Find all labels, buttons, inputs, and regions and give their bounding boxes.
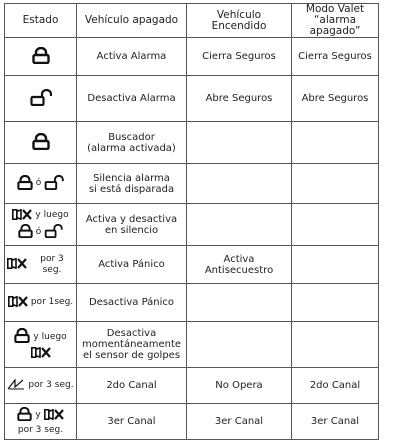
lock-icon [17, 407, 32, 424]
header-modo-valet-line1: Modo Valet [305, 3, 365, 15]
header-modo-valet [292, 4, 379, 38]
apagado-line: 2do Canal [106, 380, 157, 391]
apagado-line: si está disparada [88, 183, 175, 195]
mute-speaker-icon [31, 347, 51, 361]
valet-line: Abre Seguros [301, 93, 369, 104]
table-row [5, 404, 379, 440]
mute-speaker-icon [12, 209, 32, 223]
encendido-cell [187, 246, 292, 284]
duration-text: por 1seg. [30, 297, 74, 307]
apagado-cell [77, 76, 187, 122]
header-vehiculo-apagado: Vehículo apagado [77, 4, 187, 38]
apagado-line: Activa y desactiva [85, 213, 178, 225]
state-keys [7, 328, 74, 361]
state-cell [5, 404, 77, 440]
apagado-cell [77, 368, 187, 404]
encendido-cell [187, 76, 292, 122]
encendido-cell [187, 368, 292, 404]
duration-text: por 3 seg. [28, 380, 74, 390]
state-keys [7, 209, 74, 241]
apagado-line: Desactiva Pánico [88, 297, 175, 308]
lock-icon [14, 328, 30, 346]
header-row [5, 4, 379, 38]
lock-icon [17, 175, 33, 193]
state-cell [5, 284, 77, 322]
table-row [5, 38, 379, 76]
apagado-line: en silencio [104, 224, 159, 236]
state-cell [5, 246, 77, 284]
valet-cell [292, 246, 379, 284]
valet-cell [292, 284, 379, 322]
apagado-cell [77, 122, 187, 164]
state-keys [7, 379, 74, 393]
apagado-cell [77, 246, 187, 284]
valet-cell [292, 164, 379, 204]
apagado-cell [77, 38, 187, 76]
apagado-cell [77, 404, 187, 440]
encendido-line: Cierra Seguros [202, 51, 276, 62]
encendido-line: Activa Antisecuestro [204, 253, 274, 276]
state-keys [7, 296, 74, 310]
state-cell [5, 368, 77, 404]
header-estado: Estado [5, 4, 77, 38]
valet-cell [292, 204, 379, 246]
encendido-line: No Opera [215, 380, 263, 391]
state-keys [7, 407, 74, 436]
encendido-cell [187, 404, 292, 440]
and-text: y [35, 410, 41, 420]
aux-channel-icon [7, 379, 25, 393]
valet-cell [292, 368, 379, 404]
apagado-line: momentáneamente [81, 339, 182, 350]
apagado-cell [77, 164, 187, 204]
valet-line: Cierra Seguros [298, 51, 372, 62]
encendido-cell [187, 122, 292, 164]
apagado-cell [77, 322, 187, 368]
table-row [5, 322, 379, 368]
encendido-line: Abre Seguros [205, 93, 273, 104]
apagado-line: Desactiva [106, 328, 157, 339]
mute-speaker-icon [8, 296, 28, 310]
state-keys [7, 175, 74, 193]
state-keys [7, 254, 74, 276]
connector-text: ó [35, 178, 42, 188]
valet-line: 3er Canal [310, 416, 360, 427]
apagado-line: Desactiva Alarma [87, 93, 176, 104]
apagado-line: (alarma activada) [87, 142, 176, 154]
state-cell [5, 76, 77, 122]
mute-speaker-icon [7, 258, 27, 272]
table-row [5, 76, 379, 122]
table-row [5, 164, 379, 204]
valet-cell [292, 38, 379, 76]
then-text: y luego [33, 331, 67, 342]
apagado-line: Activa Pánico [98, 259, 165, 270]
valet-cell [292, 404, 379, 440]
valet-cell [292, 322, 379, 368]
table-row [5, 204, 379, 246]
state-cell [5, 38, 77, 76]
table-row [5, 284, 379, 322]
encendido-cell [187, 284, 292, 322]
state-cell [5, 164, 77, 204]
apagado-line: Activa Alarma [96, 51, 167, 62]
encendido-cell [187, 204, 292, 246]
state-cell [5, 322, 77, 368]
lock-icon [32, 47, 50, 67]
state-cell [5, 204, 77, 246]
then-text: y luego [35, 210, 69, 220]
apagado-cell [77, 204, 187, 246]
state-cell [5, 122, 77, 164]
apagado-line: el sensor de golpes [82, 350, 181, 361]
apagado-line: Silencia alarma [93, 172, 170, 184]
unlock-icon [30, 89, 52, 109]
lock-icon [32, 133, 50, 153]
encendido-line: 3er Canal [214, 416, 264, 427]
encendido-cell [187, 164, 292, 204]
header-vehiculo-encendido: Vehículo Encendido [187, 4, 292, 38]
apagado-line: 3er Canal [107, 416, 156, 427]
table-row [5, 368, 379, 404]
lock-icon [18, 224, 33, 241]
apagado-cell [77, 284, 187, 322]
duration-text: por 3 seg. [40, 253, 64, 275]
apagado-line: Buscador [108, 131, 155, 143]
encendido-cell [187, 322, 292, 368]
encendido-cell [187, 38, 292, 76]
valet-cell [292, 122, 379, 164]
mute-speaker-icon [44, 409, 64, 423]
valet-cell [292, 76, 379, 122]
remote-functions-table [4, 3, 379, 440]
table-row [5, 246, 379, 284]
unlock-icon [44, 224, 63, 241]
duration-text: por 3 seg. [17, 425, 64, 435]
header-modo-valet-line2: “alarma apagado” [309, 14, 361, 37]
connector-text: ó [35, 226, 42, 237]
unlock-icon [44, 175, 64, 193]
table-row [5, 122, 379, 164]
valet-line: 2do Canal [309, 380, 361, 391]
